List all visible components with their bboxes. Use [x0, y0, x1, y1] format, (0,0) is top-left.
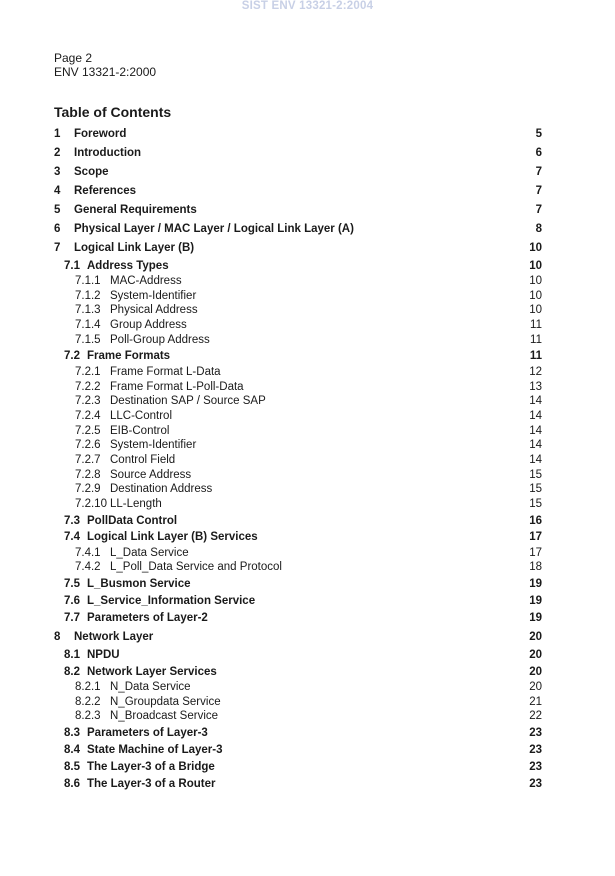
toc-entry-page: 19: [529, 578, 542, 590]
toc-entry[interactable]: [75, 275, 615, 291]
toc-entry-page: 14: [529, 395, 542, 407]
toc-entry-page: 20: [529, 649, 542, 661]
toc-entry-page: 23: [529, 744, 542, 756]
toc-entry-title: Foreword: [74, 128, 127, 140]
toc-entry-page: 18: [529, 561, 542, 573]
toc-entry-number: 7.1: [64, 260, 80, 272]
toc-entry[interactable]: [54, 128, 615, 144]
toc-entry-page: 22: [529, 710, 542, 722]
toc-entry-page: 11: [529, 350, 542, 362]
toc-entry-number: 8.6: [64, 778, 80, 790]
toc-entry-number: 7.7: [64, 612, 80, 624]
page-header: [54, 51, 156, 79]
toc-entry-number: 7.1.5: [75, 334, 101, 346]
toc-entry[interactable]: [54, 185, 615, 201]
toc-entry-number: 7.2.1: [75, 366, 101, 378]
toc-entry-title: N_Broadcast Service: [110, 710, 219, 722]
toc-entry-number: 8.1: [64, 649, 80, 661]
toc-entry[interactable]: [64, 595, 615, 611]
toc-entry[interactable]: [64, 727, 615, 743]
toc-entry[interactable]: [75, 395, 615, 411]
toc-entry-title: PollData Control: [87, 515, 178, 527]
toc-entry[interactable]: [54, 147, 615, 163]
toc-entry-number: 8.2.2: [75, 696, 101, 708]
toc-entry-number: 7.2.9: [75, 483, 101, 495]
toc-entry-title: State Machine of Layer-3: [87, 744, 223, 756]
toc-entry[interactable]: [75, 710, 615, 726]
toc-entry[interactable]: [75, 454, 615, 470]
toc-entry-number: 8.2.1: [75, 681, 101, 693]
toc-entry-number: 7.6: [64, 595, 80, 607]
toc-entry[interactable]: [64, 531, 615, 547]
toc-entry-number: 7.2.4: [75, 410, 101, 422]
toc-entry[interactable]: [75, 410, 615, 426]
toc-entry-page: 10: [529, 260, 542, 272]
toc-entry-number: 8.5: [64, 761, 80, 773]
toc-entry[interactable]: [75, 439, 615, 455]
toc-entry-number: 3: [54, 166, 61, 178]
toc-entry-number: 8.2: [64, 666, 80, 678]
toc-entry-number: 7.2.7: [75, 454, 101, 466]
toc-entry[interactable]: [75, 681, 615, 697]
toc-entry[interactable]: [64, 744, 615, 760]
toc-entry-title: System-Identifier: [110, 439, 197, 451]
toc-entry-title: NPDU: [87, 649, 120, 661]
toc-entry[interactable]: [54, 242, 615, 258]
toc-entry-page: 23: [529, 727, 542, 739]
toc-entry[interactable]: [64, 612, 615, 628]
document-id: ENV 13321-2:2000: [54, 65, 157, 79]
toc-entry-page: 10: [529, 290, 542, 302]
toc-entry-number: 7.4.1: [75, 547, 101, 559]
toc-entry-title: Introduction: [74, 147, 142, 159]
toc-entry-number: 7.2: [64, 350, 80, 362]
page-number: Page 2: [54, 51, 93, 65]
toc-entry[interactable]: [54, 631, 615, 647]
toc-entry-title: References: [74, 185, 137, 197]
toc-entry-number: 7.1.3: [75, 304, 101, 316]
toc-entry-title: Network Layer: [74, 631, 154, 643]
toc-entry-number: 7: [54, 242, 61, 254]
toc-entry-title: EIB-Control: [110, 425, 170, 437]
toc-entry-page: 10: [529, 275, 542, 287]
toc-entry-number: 8.2.3: [75, 710, 101, 722]
toc-entry-page: 15: [529, 498, 542, 510]
toc-entry-number: 5: [54, 204, 61, 216]
toc-entry-number: 7.4.2: [75, 561, 101, 573]
toc-entry-number: 8.3: [64, 727, 80, 739]
toc-entry-page: 23: [529, 761, 542, 773]
toc-entry-page: 10: [529, 304, 542, 316]
toc-entry-number: 7.2.5: [75, 425, 101, 437]
watermark: SIST ENV 13321-2:2004: [241, 0, 374, 12]
toc-entry-page: 7: [535, 204, 542, 216]
toc-entry-page: 12: [529, 366, 542, 378]
toc-entry-title: Control Field: [110, 454, 176, 466]
toc-entry-page: 19: [529, 612, 542, 624]
toc-entry-page: 15: [529, 469, 542, 481]
toc-entry-page: 7: [535, 185, 542, 197]
toc-entry-number: 7.2.2: [75, 381, 101, 393]
toc-entry-title: The Layer-3 of a Bridge: [87, 761, 215, 773]
toc-entry-title: Address Types: [87, 260, 169, 272]
toc-entry-number: 4: [54, 185, 61, 197]
toc-entry-title: Destination Address: [110, 483, 213, 495]
toc-entry-page: 23: [529, 778, 542, 790]
toc-entry-page: 14: [529, 454, 542, 466]
toc-entry-number: 7.2.3: [75, 395, 101, 407]
toc-entry-page: 11: [530, 334, 542, 346]
toc-entry-page: 13: [529, 381, 542, 393]
toc-entry-number: 7.2.6: [75, 439, 101, 451]
toc-entry-title: L_Poll_Data Service and Protocol: [110, 561, 282, 573]
toc-entry-number: 7.1.1: [75, 275, 101, 287]
toc-entry[interactable]: [54, 223, 615, 239]
toc-entry-number: 8.4: [64, 744, 80, 756]
toc-entry-page: 16: [529, 515, 542, 527]
toc-entry-title: General Requirements: [74, 204, 197, 216]
toc-entry-number: 6: [54, 223, 61, 235]
toc-entry-page: 20: [529, 631, 542, 643]
toc-entry-title: Network Layer Services: [87, 666, 217, 678]
toc-entry-page: 20: [529, 681, 542, 693]
toc-entry-title: N_Groupdata Service: [110, 696, 221, 708]
toc-entry[interactable]: [75, 561, 615, 577]
toc-entry-title: Destination SAP / Source SAP: [110, 395, 266, 407]
toc-entry-title: Frame Format L-Poll-Data: [110, 381, 244, 393]
toc-entry-page: 20: [529, 666, 542, 678]
toc-entry-number: 7.2.8: [75, 469, 101, 481]
toc-entry[interactable]: [64, 761, 615, 777]
toc-entry-number: 7.4: [64, 531, 80, 543]
toc-entry[interactable]: [64, 666, 615, 682]
toc-entry-page: 17: [529, 547, 542, 559]
toc-entry[interactable]: [54, 204, 615, 220]
toc-entry[interactable]: [64, 778, 615, 794]
toc-entry-page: 11: [530, 319, 542, 331]
toc-entry[interactable]: [75, 304, 615, 320]
toc-entry[interactable]: [75, 483, 615, 499]
toc-entry-title: Group Address: [110, 319, 187, 331]
toc-entry[interactable]: [64, 350, 615, 366]
toc-entry-page: 10: [529, 242, 542, 254]
toc-entry-number: 7.3: [64, 515, 80, 527]
toc-entry-page: 21: [529, 696, 542, 708]
toc-entry[interactable]: [64, 649, 615, 665]
toc-entry-title: Scope: [74, 166, 109, 178]
toc-entry-title: Frame Format L-Data: [110, 366, 221, 378]
toc-entry-title: Poll-Group Address: [110, 334, 210, 346]
toc-entry-title: Logical Link Layer (B) Services: [87, 531, 258, 543]
toc-entry-title: Parameters of Layer-3: [87, 727, 208, 739]
toc-entry[interactable]: [64, 260, 615, 276]
toc-entry[interactable]: [54, 166, 615, 182]
toc-entry-page: 8: [535, 223, 542, 235]
toc-entry-title: Physical Layer / MAC Layer / Logical Link Layer (A): [74, 223, 354, 235]
toc-entry-page: 14: [529, 425, 542, 437]
toc-entry-number: 1: [54, 128, 61, 140]
toc-entry-page: 19: [529, 595, 542, 607]
toc-entry-number: 2: [54, 147, 61, 159]
toc-title: Table of Contents: [54, 104, 172, 120]
toc-entry-number: 7.5: [64, 578, 80, 590]
toc-entry-page: 5: [535, 128, 542, 140]
toc-entry[interactable]: [75, 334, 615, 350]
toc-entry-number: 7.1.2: [75, 290, 101, 302]
toc-entry[interactable]: [64, 578, 615, 594]
toc-entry-title: N_Data Service: [110, 681, 191, 693]
toc-entry-title: MAC-Address: [110, 275, 182, 287]
toc-entry-page: 15: [529, 483, 542, 495]
toc-entry-title: LL-Length: [110, 498, 162, 510]
toc-entry[interactable]: [64, 515, 615, 531]
toc-entry-title: Source Address: [110, 469, 192, 481]
toc-entry[interactable]: [75, 498, 615, 514]
toc-entry-title: Logical Link Layer (B): [74, 242, 195, 254]
toc-entry-title: Parameters of Layer-2: [87, 612, 208, 624]
toc-entry-title: System-Identifier: [110, 290, 197, 302]
toc-entry-page: 17: [529, 531, 542, 543]
toc-entry-title: L_Service_Information Service: [87, 595, 256, 607]
toc-entry-number: 7.1.4: [75, 319, 101, 331]
toc-entry-title: The Layer-3 of a Router: [87, 778, 216, 790]
toc-entry-number: 8: [54, 631, 61, 643]
toc-entry-title: L_Data Service: [110, 547, 189, 559]
toc-entry-title: Physical Address: [110, 304, 198, 316]
toc-entry-page: 6: [535, 147, 542, 159]
toc-entry-page: 7: [535, 166, 542, 178]
toc-entry-title: Frame Formats: [87, 350, 171, 362]
toc-entry-page: 14: [529, 410, 542, 422]
toc-entry-page: 14: [529, 439, 542, 451]
toc-entry[interactable]: [75, 366, 615, 382]
toc-entry-title: LLC-Control: [110, 410, 172, 422]
toc-entry[interactable]: [75, 319, 615, 335]
toc-entry-number: 7.2.10: [75, 498, 107, 510]
toc-entry-title: L_Busmon Service: [87, 578, 191, 590]
